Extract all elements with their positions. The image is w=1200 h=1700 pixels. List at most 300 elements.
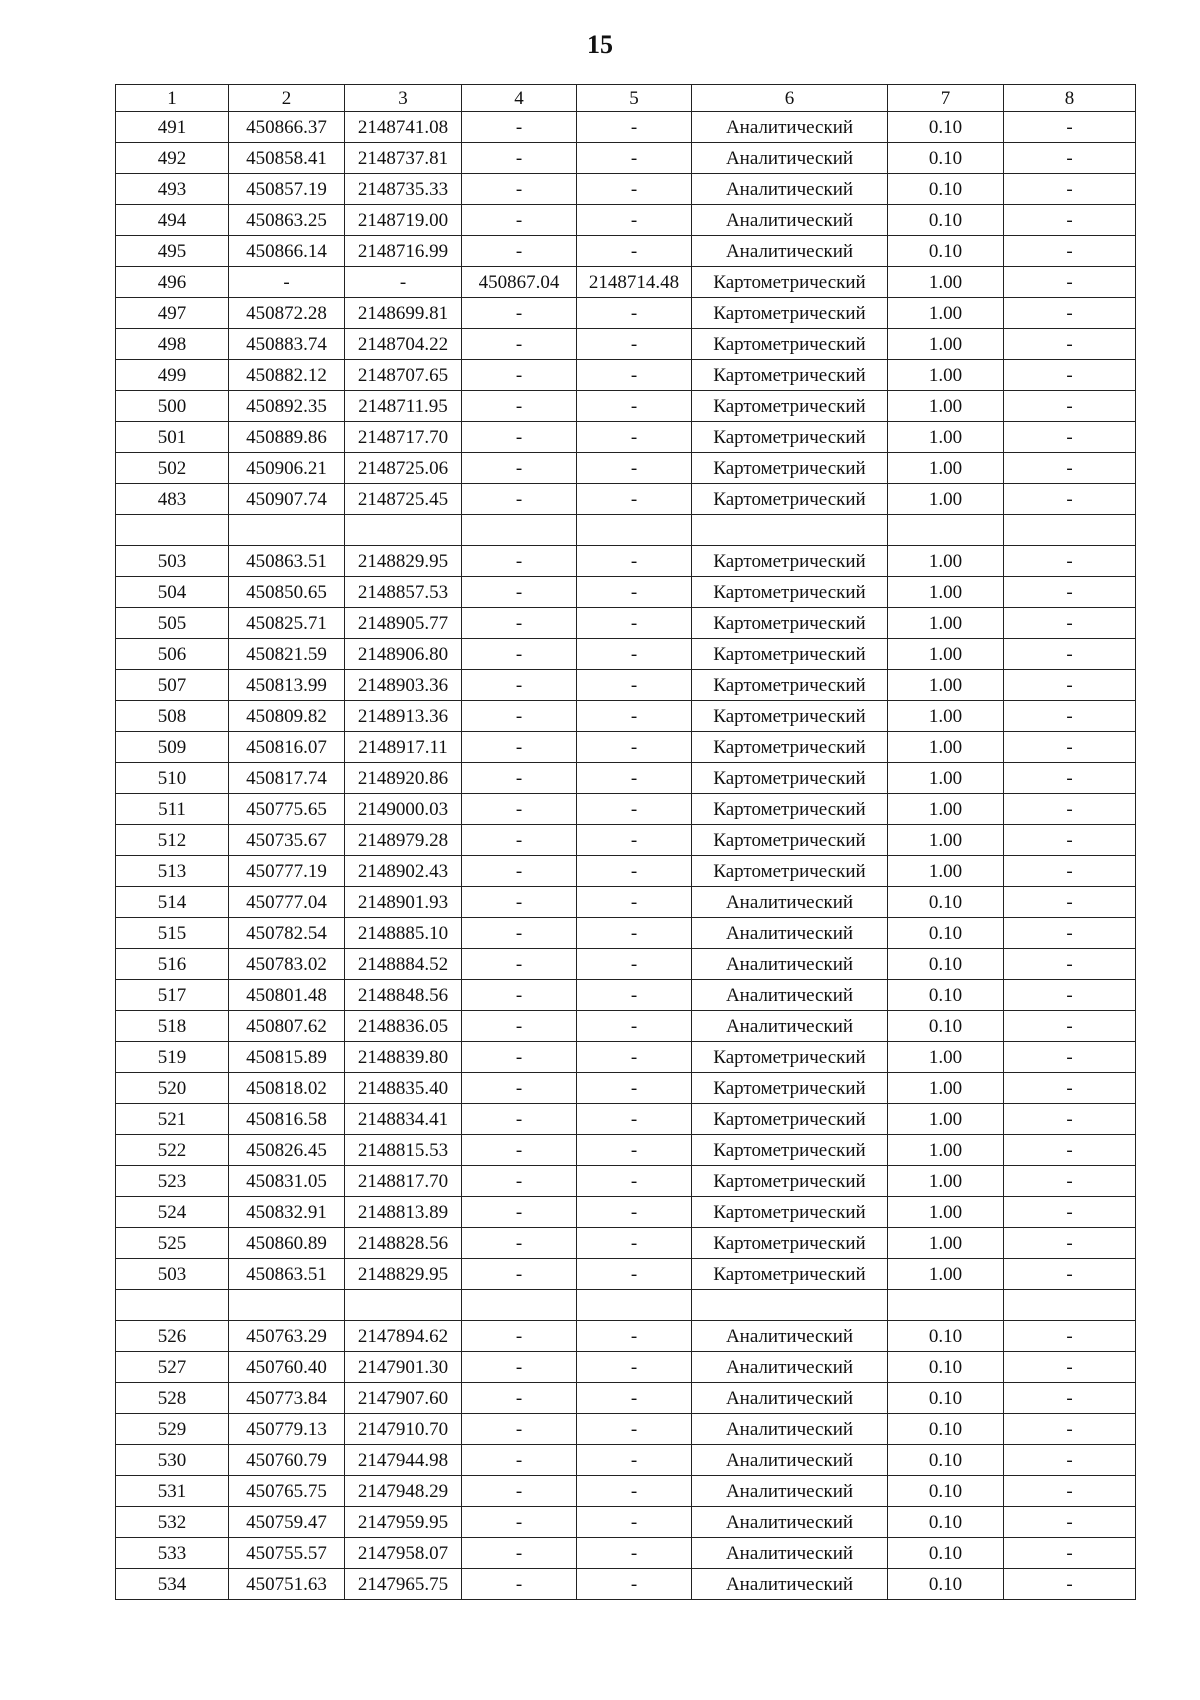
cell-y-coord: 2148829.95	[345, 1259, 462, 1290]
cell-x-coord: 450751.63	[229, 1569, 345, 1600]
cell-method: Картометрический	[692, 1104, 888, 1135]
cell-point-number: 515	[116, 918, 229, 949]
cell-method: Картометрический	[692, 422, 888, 453]
cell-x-coord-alt: -	[462, 360, 577, 391]
cell-precision: 0.10	[888, 1476, 1004, 1507]
cell-note: -	[1004, 360, 1136, 391]
cell-x-coord: 450801.48	[229, 980, 345, 1011]
cell-note: -	[1004, 1445, 1136, 1476]
cell-note: -	[1004, 1073, 1136, 1104]
column-header-7: 7	[888, 85, 1004, 112]
cell-x-coord-alt: -	[462, 205, 577, 236]
cell-x-coord-alt: -	[462, 701, 577, 732]
cell-point-number: 521	[116, 1104, 229, 1135]
cell-x-coord-alt: -	[462, 1569, 577, 1600]
cell-y-coord-alt: -	[577, 1259, 692, 1290]
cell-note	[1004, 1290, 1136, 1321]
table-row	[116, 980, 1136, 1011]
cell-point-number: 495	[116, 236, 229, 267]
cell-x-coord: 450906.21	[229, 453, 345, 484]
cell-note: -	[1004, 1197, 1136, 1228]
cell-y-coord: 2148828.56	[345, 1228, 462, 1259]
cell-point-number: 506	[116, 639, 229, 670]
cell-method: Картометрический	[692, 391, 888, 422]
cell-note: -	[1004, 546, 1136, 577]
cell-method: Картометрический	[692, 1042, 888, 1073]
cell-method: Аналитический	[692, 1011, 888, 1042]
cell-note: -	[1004, 608, 1136, 639]
cell-note: -	[1004, 112, 1136, 143]
cell-note: -	[1004, 1414, 1136, 1445]
cell-method: Картометрический	[692, 298, 888, 329]
cell-precision: 0.10	[888, 1383, 1004, 1414]
cell-note: -	[1004, 1011, 1136, 1042]
cell-x-coord: 450907.74	[229, 484, 345, 515]
cell-x-coord: 450809.82	[229, 701, 345, 732]
cell-x-coord-alt: -	[462, 298, 577, 329]
cell-x-coord-alt: -	[462, 422, 577, 453]
cell-y-coord-alt: -	[577, 701, 692, 732]
cell-point-number: 533	[116, 1538, 229, 1569]
cell-x-coord-alt: -	[462, 453, 577, 484]
cell-y-coord-alt: -	[577, 329, 692, 360]
cell-x-coord: 450777.04	[229, 887, 345, 918]
cell-x-coord-alt: -	[462, 1414, 577, 1445]
cell-x-coord: 450825.71	[229, 608, 345, 639]
cell-method: Аналитический	[692, 1538, 888, 1569]
cell-precision: 1.00	[888, 825, 1004, 856]
cell-point-number: 503	[116, 546, 229, 577]
table-row	[116, 1352, 1136, 1383]
cell-y-coord: 2148884.52	[345, 949, 462, 980]
cell-note: -	[1004, 1538, 1136, 1569]
cell-precision: 1.00	[888, 267, 1004, 298]
cell-x-coord: 450815.89	[229, 1042, 345, 1073]
cell-x-coord: 450760.40	[229, 1352, 345, 1383]
cell-note: -	[1004, 1507, 1136, 1538]
cell-precision: 0.10	[888, 887, 1004, 918]
table-row	[116, 484, 1136, 515]
cell-precision: 0.10	[888, 143, 1004, 174]
cell-precision: 1.00	[888, 484, 1004, 515]
cell-y-coord: 2148737.81	[345, 143, 462, 174]
table-row	[116, 1507, 1136, 1538]
cell-y-coord: 2147910.70	[345, 1414, 462, 1445]
cell-method: Картометрический	[692, 329, 888, 360]
cell-note: -	[1004, 1104, 1136, 1135]
cell-y-coord: 2148906.80	[345, 639, 462, 670]
cell-y-coord-alt: -	[577, 577, 692, 608]
table-row	[116, 1290, 1136, 1321]
cell-y-coord: 2148829.95	[345, 546, 462, 577]
cell-note: -	[1004, 205, 1136, 236]
cell-y-coord-alt: -	[577, 918, 692, 949]
cell-method: Картометрический	[692, 360, 888, 391]
cell-note: -	[1004, 236, 1136, 267]
cell-y-coord-alt: -	[577, 1476, 692, 1507]
cell-point-number: 509	[116, 732, 229, 763]
cell-x-coord-alt	[462, 1290, 577, 1321]
cell-y-coord-alt: -	[577, 1383, 692, 1414]
cell-note: -	[1004, 298, 1136, 329]
cell-x-coord: 450777.19	[229, 856, 345, 887]
cell-y-coord: 2148902.43	[345, 856, 462, 887]
table-row	[116, 701, 1136, 732]
cell-precision: 1.00	[888, 856, 1004, 887]
cell-note	[1004, 515, 1136, 546]
cell-method: Аналитический	[692, 236, 888, 267]
cell-y-coord: 2148905.77	[345, 608, 462, 639]
cell-x-coord-alt: -	[462, 1166, 577, 1197]
cell-x-coord: 450807.62	[229, 1011, 345, 1042]
cell-y-coord: 2147965.75	[345, 1569, 462, 1600]
cell-x-coord-alt: -	[462, 1011, 577, 1042]
cell-precision: 0.10	[888, 1538, 1004, 1569]
cell-x-coord: 450858.41	[229, 143, 345, 174]
cell-y-coord: 2147894.62	[345, 1321, 462, 1352]
column-header-6: 6	[692, 85, 888, 112]
cell-note: -	[1004, 1166, 1136, 1197]
cell-x-coord-alt: -	[462, 825, 577, 856]
cell-x-coord-alt: -	[462, 1197, 577, 1228]
cell-y-coord-alt: -	[577, 639, 692, 670]
cell-precision: 1.00	[888, 298, 1004, 329]
cell-y-coord-alt: -	[577, 298, 692, 329]
cell-y-coord: 2148839.80	[345, 1042, 462, 1073]
table-row	[116, 1135, 1136, 1166]
cell-precision: 1.00	[888, 453, 1004, 484]
cell-method: Аналитический	[692, 143, 888, 174]
cell-y-coord-alt: -	[577, 949, 692, 980]
cell-precision: 0.10	[888, 1569, 1004, 1600]
cell-point-number: 510	[116, 763, 229, 794]
cell-x-coord: 450882.12	[229, 360, 345, 391]
cell-precision: 0.10	[888, 112, 1004, 143]
cell-x-coord: 450883.74	[229, 329, 345, 360]
cell-precision: 0.10	[888, 1321, 1004, 1352]
cell-method: Аналитический	[692, 174, 888, 205]
table-row	[116, 1476, 1136, 1507]
cell-x-coord: 450765.75	[229, 1476, 345, 1507]
cell-x-coord: 450832.91	[229, 1197, 345, 1228]
cell-note: -	[1004, 267, 1136, 298]
table-row	[116, 856, 1136, 887]
table-row	[116, 1259, 1136, 1290]
cell-y-coord-alt: -	[577, 1228, 692, 1259]
cell-precision: 1.00	[888, 1228, 1004, 1259]
cell-y-coord: 2148901.93	[345, 887, 462, 918]
table-row	[116, 236, 1136, 267]
cell-precision: 1.00	[888, 701, 1004, 732]
cell-y-coord-alt: -	[577, 1073, 692, 1104]
column-header-4: 4	[462, 85, 577, 112]
cell-point-number: 514	[116, 887, 229, 918]
cell-point-number: 507	[116, 670, 229, 701]
cell-x-coord-alt: -	[462, 1073, 577, 1104]
cell-y-coord: 2148711.95	[345, 391, 462, 422]
cell-precision: 0.10	[888, 174, 1004, 205]
cell-note: -	[1004, 1259, 1136, 1290]
cell-note: -	[1004, 1569, 1136, 1600]
cell-y-coord-alt: -	[577, 484, 692, 515]
cell-y-coord: 2148813.89	[345, 1197, 462, 1228]
cell-note: -	[1004, 453, 1136, 484]
cell-method: Аналитический	[692, 1414, 888, 1445]
cell-x-coord-alt: -	[462, 143, 577, 174]
cell-y-coord: 2148835.40	[345, 1073, 462, 1104]
cell-x-coord-alt: -	[462, 1259, 577, 1290]
cell-x-coord: 450850.65	[229, 577, 345, 608]
cell-point-number	[116, 1290, 229, 1321]
table-row	[116, 608, 1136, 639]
cell-x-coord: 450821.59	[229, 639, 345, 670]
table-row	[116, 732, 1136, 763]
cell-precision: 0.10	[888, 1352, 1004, 1383]
cell-method: Картометрический	[692, 484, 888, 515]
cell-x-coord-alt	[462, 515, 577, 546]
cell-y-coord: 2147958.07	[345, 1538, 462, 1569]
cell-y-coord: 2148817.70	[345, 1166, 462, 1197]
cell-method: Аналитический	[692, 1383, 888, 1414]
cell-y-coord: 2148719.00	[345, 205, 462, 236]
cell-y-coord: 2148699.81	[345, 298, 462, 329]
cell-y-coord-alt: -	[577, 1321, 692, 1352]
cell-x-coord: 450735.67	[229, 825, 345, 856]
cell-point-number: 522	[116, 1135, 229, 1166]
cell-precision: 0.10	[888, 1507, 1004, 1538]
table-row	[116, 639, 1136, 670]
cell-point-number: 492	[116, 143, 229, 174]
cell-precision: 0.10	[888, 949, 1004, 980]
cell-x-coord: 450775.65	[229, 794, 345, 825]
cell-y-coord: 2148725.45	[345, 484, 462, 515]
cell-x-coord-alt: -	[462, 670, 577, 701]
cell-method	[692, 515, 888, 546]
cell-y-coord-alt: -	[577, 1011, 692, 1042]
table-row	[116, 1073, 1136, 1104]
cell-note: -	[1004, 639, 1136, 670]
cell-point-number: 529	[116, 1414, 229, 1445]
cell-x-coord-alt: -	[462, 236, 577, 267]
cell-x-coord-alt: -	[462, 1507, 577, 1538]
table-row	[116, 267, 1136, 298]
cell-point-number: 512	[116, 825, 229, 856]
cell-x-coord-alt: -	[462, 763, 577, 794]
cell-y-coord: 2148735.33	[345, 174, 462, 205]
cell-y-coord-alt: -	[577, 453, 692, 484]
cell-method: Аналитический	[692, 1352, 888, 1383]
cell-y-coord-alt: -	[577, 174, 692, 205]
cell-x-coord-alt: -	[462, 577, 577, 608]
cell-point-number: 505	[116, 608, 229, 639]
cell-precision: 1.00	[888, 1073, 1004, 1104]
cell-precision: 1.00	[888, 329, 1004, 360]
cell-y-coord: 2148741.08	[345, 112, 462, 143]
cell-precision: 1.00	[888, 670, 1004, 701]
cell-note: -	[1004, 732, 1136, 763]
cell-y-coord-alt	[577, 515, 692, 546]
cell-point-number	[116, 515, 229, 546]
cell-note: -	[1004, 701, 1136, 732]
cell-y-coord: 2148848.56	[345, 980, 462, 1011]
cell-point-number: 528	[116, 1383, 229, 1414]
table-body	[116, 85, 1136, 1600]
cell-method: Картометрический	[692, 1197, 888, 1228]
cell-method: Аналитический	[692, 1569, 888, 1600]
cell-point-number: 523	[116, 1166, 229, 1197]
cell-precision: 0.10	[888, 1445, 1004, 1476]
cell-x-coord: 450760.79	[229, 1445, 345, 1476]
cell-y-coord-alt: -	[577, 1042, 692, 1073]
table-row	[116, 174, 1136, 205]
cell-y-coord: 2148857.53	[345, 577, 462, 608]
cell-y-coord: 2148834.41	[345, 1104, 462, 1135]
cell-x-coord: 450782.54	[229, 918, 345, 949]
cell-precision: 1.00	[888, 1135, 1004, 1166]
cell-x-coord: 450759.47	[229, 1507, 345, 1538]
table-row	[116, 422, 1136, 453]
cell-y-coord: 2148815.53	[345, 1135, 462, 1166]
column-header-2: 2	[229, 85, 345, 112]
cell-precision: 1.00	[888, 794, 1004, 825]
cell-point-number: 527	[116, 1352, 229, 1383]
cell-y-coord: 2147901.30	[345, 1352, 462, 1383]
cell-point-number: 525	[116, 1228, 229, 1259]
cell-x-coord-alt: -	[462, 1445, 577, 1476]
cell-y-coord-alt: -	[577, 1445, 692, 1476]
cell-x-coord-alt: -	[462, 329, 577, 360]
cell-x-coord-alt: -	[462, 546, 577, 577]
cell-x-coord: 450826.45	[229, 1135, 345, 1166]
table-row	[116, 1569, 1136, 1600]
cell-method: Аналитический	[692, 1476, 888, 1507]
cell-precision: 0.10	[888, 918, 1004, 949]
table-row	[116, 763, 1136, 794]
cell-point-number: 501	[116, 422, 229, 453]
table-row	[116, 205, 1136, 236]
cell-note: -	[1004, 670, 1136, 701]
table-row	[116, 391, 1136, 422]
cell-method: Картометрический	[692, 1259, 888, 1290]
cell-point-number: 496	[116, 267, 229, 298]
cell-x-coord: 450773.84	[229, 1383, 345, 1414]
cell-y-coord: 2147944.98	[345, 1445, 462, 1476]
cell-x-coord: 450863.51	[229, 1259, 345, 1290]
cell-point-number: 498	[116, 329, 229, 360]
cell-method: Картометрический	[692, 1135, 888, 1166]
page-number: 15	[587, 30, 613, 59]
table-row	[116, 670, 1136, 701]
cell-note: -	[1004, 1476, 1136, 1507]
cell-point-number: 530	[116, 1445, 229, 1476]
cell-y-coord	[345, 515, 462, 546]
table-row	[116, 1228, 1136, 1259]
cell-x-coord-alt: -	[462, 391, 577, 422]
cell-x-coord: 450889.86	[229, 422, 345, 453]
cell-method: Аналитический	[692, 980, 888, 1011]
cell-note: -	[1004, 422, 1136, 453]
table-row	[116, 577, 1136, 608]
cell-point-number: 503	[116, 1259, 229, 1290]
cell-method: Аналитический	[692, 1445, 888, 1476]
table-row	[116, 1321, 1136, 1352]
cell-x-coord: 450818.02	[229, 1073, 345, 1104]
cell-note: -	[1004, 1321, 1136, 1352]
cell-note: -	[1004, 484, 1136, 515]
cell-method: Аналитический	[692, 112, 888, 143]
cell-y-coord-alt: -	[577, 1197, 692, 1228]
cell-x-coord-alt: -	[462, 639, 577, 670]
cell-y-coord: 2149000.03	[345, 794, 462, 825]
cell-x-coord-alt: -	[462, 980, 577, 1011]
cell-y-coord-alt: -	[577, 856, 692, 887]
cell-method: Аналитический	[692, 918, 888, 949]
cell-method: Аналитический	[692, 205, 888, 236]
cell-y-coord: 2147948.29	[345, 1476, 462, 1507]
cell-point-number: 502	[116, 453, 229, 484]
cell-method: Картометрический	[692, 732, 888, 763]
cell-y-coord-alt: -	[577, 825, 692, 856]
cell-precision: 1.00	[888, 391, 1004, 422]
cell-x-coord-alt: -	[462, 608, 577, 639]
table-row	[116, 887, 1136, 918]
cell-x-coord: 450813.99	[229, 670, 345, 701]
table-row	[116, 1166, 1136, 1197]
cell-method: Аналитический	[692, 1507, 888, 1538]
cell-method: Картометрический	[692, 1073, 888, 1104]
cell-x-coord: 450783.02	[229, 949, 345, 980]
cell-point-number: 499	[116, 360, 229, 391]
cell-point-number: 519	[116, 1042, 229, 1073]
cell-point-number: 520	[116, 1073, 229, 1104]
coordinates-table	[115, 84, 1136, 1600]
cell-method: Картометрический	[692, 1166, 888, 1197]
table-row	[116, 1104, 1136, 1135]
cell-x-coord-alt: -	[462, 174, 577, 205]
cell-precision	[888, 515, 1004, 546]
cell-note: -	[1004, 143, 1136, 174]
cell-method: Картометрический	[692, 546, 888, 577]
cell-x-coord: 450863.25	[229, 205, 345, 236]
cell-x-coord: 450831.05	[229, 1166, 345, 1197]
cell-point-number: 493	[116, 174, 229, 205]
cell-y-coord: 2148717.70	[345, 422, 462, 453]
cell-y-coord-alt: -	[577, 1538, 692, 1569]
table-row	[116, 794, 1136, 825]
cell-x-coord: 450857.19	[229, 174, 345, 205]
cell-note: -	[1004, 1042, 1136, 1073]
cell-y-coord-alt: -	[577, 1507, 692, 1538]
cell-y-coord	[345, 1290, 462, 1321]
cell-precision: 1.00	[888, 422, 1004, 453]
cell-note: -	[1004, 763, 1136, 794]
cell-y-coord-alt: -	[577, 112, 692, 143]
table-row	[116, 1414, 1136, 1445]
cell-precision: 1.00	[888, 1259, 1004, 1290]
cell-note: -	[1004, 825, 1136, 856]
table-row	[116, 1445, 1136, 1476]
cell-precision	[888, 1290, 1004, 1321]
cell-y-coord: 2147907.60	[345, 1383, 462, 1414]
cell-precision: 1.00	[888, 763, 1004, 794]
cell-y-coord-alt: -	[577, 391, 692, 422]
cell-y-coord-alt: -	[577, 763, 692, 794]
cell-x-coord: 450816.58	[229, 1104, 345, 1135]
cell-note: -	[1004, 856, 1136, 887]
cell-method: Аналитический	[692, 887, 888, 918]
cell-note: -	[1004, 577, 1136, 608]
cell-point-number: 508	[116, 701, 229, 732]
